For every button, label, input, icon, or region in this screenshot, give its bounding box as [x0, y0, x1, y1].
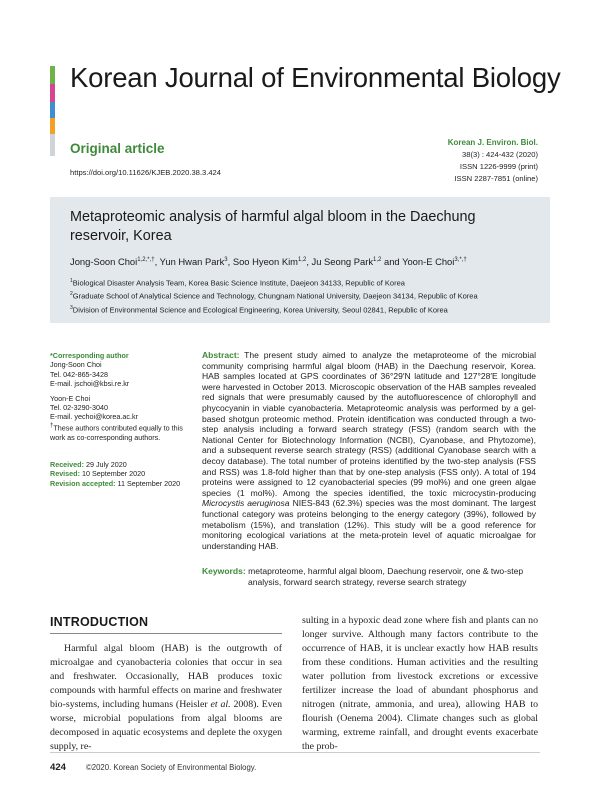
intro-column-2: sulting in a hypoxic dead zone where fish and plants can no longer survive. Although many factors contribute to the occurrence of HAB, it is unclear exactly how HAB results from these conditions. Human activities and the resulting water pollution from livestock excretions or excessive fertilizer increase the load of abundant phosphorus and nitrogen (nitrate, ammonia, and urea), allowing HAB to flourish (Oenema 2004). Climate changes such as global warming, extreme rainfall, and drought events exacerbate the prob- [302, 615, 538, 752]
issn-online: ISSN 2287-7851 (online) [454, 174, 538, 183]
doi-link[interactable]: https://doi.org/10.11626/KJEB.2020.38.3.424 [70, 168, 222, 177]
journal-meta [448, 137, 538, 185]
affiliations [70, 276, 540, 316]
color-stripe-gray [50, 134, 55, 156]
issn-print: ISSN 1226-9999 (print) [459, 162, 538, 171]
abstract: Abstract: The present study aimed to analyze the metaproteome of the microbial community comprising harmful algal bloom (HAB) in the Daechung reservoir, Korea. HAB samples located at GPS coordinates of 36°29′N latitude and 127°28′E longitude were harvested in October 2013. Microscopic observation of the HAB samples revealed red signals that were presumably caused by the autofluorescence of chlorophyll and phycocyanin in viable cyanobacteria. Metaproteomic analysis was performed by a gel-based shotgun proteomic method. Protein identification was conducted through a two-step analysis including a forward search strategy (FSS) (random search with the National Center for Biotechnology Information (NCBI), Cyanobase, and Phytozome), and a subsequent reverse search strategy (RSS) (additional Cyanobase search with a decoy database). The total number of proteins identified by the two-step analysis (FSS and RSS) was 1.8-fold higher than that by one-step analysis (FSS only). A total of 194 proteins were assigned to 12 cyanobacterial species (99 mol%) and one green algae species (1 mol%). Among the species identified, the toxic microcystin-producing Microcystis aeruginosa NIES-843 (62.3%) species was the most dominant. The largest functional category was proteins belonging to the energy category (39%), followed by metabolism (15%), and translation (12%). This study will be a good reference for monitoring ecological variations at the meta-protein level of aquatic microalgae for understanding HAB. [202, 350, 536, 551]
copyright: ©2020. Korean Society of Environmental Biology. [86, 763, 257, 772]
author-name: Yoon-E Choi [402, 256, 455, 267]
color-stripe-orange [50, 118, 55, 134]
author-name: Jong-Soon Choi [70, 256, 138, 267]
section-rule [50, 633, 282, 634]
species-name: Microcystis aeruginosa [202, 498, 290, 509]
color-stripe-blue [50, 102, 55, 118]
author-sup: 3,*,† [454, 256, 467, 263]
affiliation: $^2$Graduate School of Analytical Science and Technology, Chungnam National University, Daejeon 34134, Republic of Korea [70, 291, 478, 301]
author-list: Jong-Soon Choi$^{1,2,*,\dagger}$, Yun Hwan Park$^3$, Soo Hyeon Kim$^{1,2}$, Ju Seong Park$^{1,2}$ and Yoon-E Choi$^{3,*,\dagger}$ [70, 256, 467, 267]
author-name: Ju Seong Park [311, 256, 374, 267]
author-name: Yun Hwan Park [159, 256, 225, 267]
author-sup: 3 [224, 256, 228, 263]
author-sup: 1,2 [297, 256, 307, 263]
corresponding-label: *Corresponding author [50, 351, 129, 360]
footer-rule [50, 752, 540, 753]
journal-volume: 38(3) : 424-432 (2020) [462, 150, 538, 159]
revised-date: Revised: 10 September 2020 [50, 469, 146, 479]
affiliation: $^1$Biological Disaster Analysis Team, Korea Basic Science Institute, Daejeon 34133, Republic of Korea [70, 278, 405, 288]
author-sup: 1,2 [373, 256, 382, 263]
color-stripe-green [50, 66, 55, 84]
journal-title: Korean Journal of Environmental Biology [70, 62, 561, 93]
author-a-email[interactable]: E-mail. jschoi@kbsi.re.kr [50, 379, 130, 389]
abstract-label: Abstract: [202, 350, 240, 360]
author-b-tel: Tel. 02-3290-3040 [50, 403, 108, 413]
author-a-tel: Tel. 042-865-3428 [50, 369, 108, 379]
accepted-date: Revision accepted: 11 September 2020 [50, 478, 181, 488]
author-b-email[interactable]: E-mail. yechoi@korea.ac.kr [50, 412, 138, 422]
keywords: Keywords: metaproteome, harmful algal bloom, Daechung reservoir, one & two-step analysis, forward search strategy, reverse search strategy [202, 566, 524, 587]
article-type: Original article [70, 141, 165, 156]
intro-column-1: Harmful algal bloom (HAB) is the outgrowth of microalgae and cyanobacteria colonies that occur in sea and freshwater. Occasionally, HAB produces toxic compounds with harmful effects on marine and freshwater bio-systems, including humans (Heisler et al. 2008). Even worse, microbial populations from algal blooms are decomposed in aquatic ecosystems and deplete the oxygen supply, re- [50, 643, 282, 752]
author-name: Soo Hyeon Kim [232, 256, 298, 267]
affiliation: $^3$Division of Environmental Science and Ecological Engineering, Korea University, Seoul 02841, Republic of Korea [70, 304, 448, 315]
co-corresponding-note: †These authors contributed equally to this work as co-corresponding authors. [50, 422, 183, 442]
keywords-label: Keywords: [202, 566, 246, 576]
journal-abbrev: Korean J. Environ. Biol. [447, 138, 538, 147]
section-heading-introduction: INTRODUCTION [50, 615, 149, 629]
page-number: 424 [50, 762, 67, 773]
color-stripe-pink [50, 84, 55, 102]
corresponding-author-block [50, 351, 195, 442]
author-a-name: Jong-Soon Choi [50, 360, 102, 370]
paper-title: Metaproteomic analysis of harmful algal bloom in the Daechung reservoir, Korea [70, 209, 476, 244]
received-date: Received: 29 July 2020 [50, 460, 127, 469]
author-sup: 1,2,*,† [137, 256, 155, 263]
dates-block [50, 460, 195, 488]
author-b-name: Yoon-E Choi [50, 393, 91, 403]
